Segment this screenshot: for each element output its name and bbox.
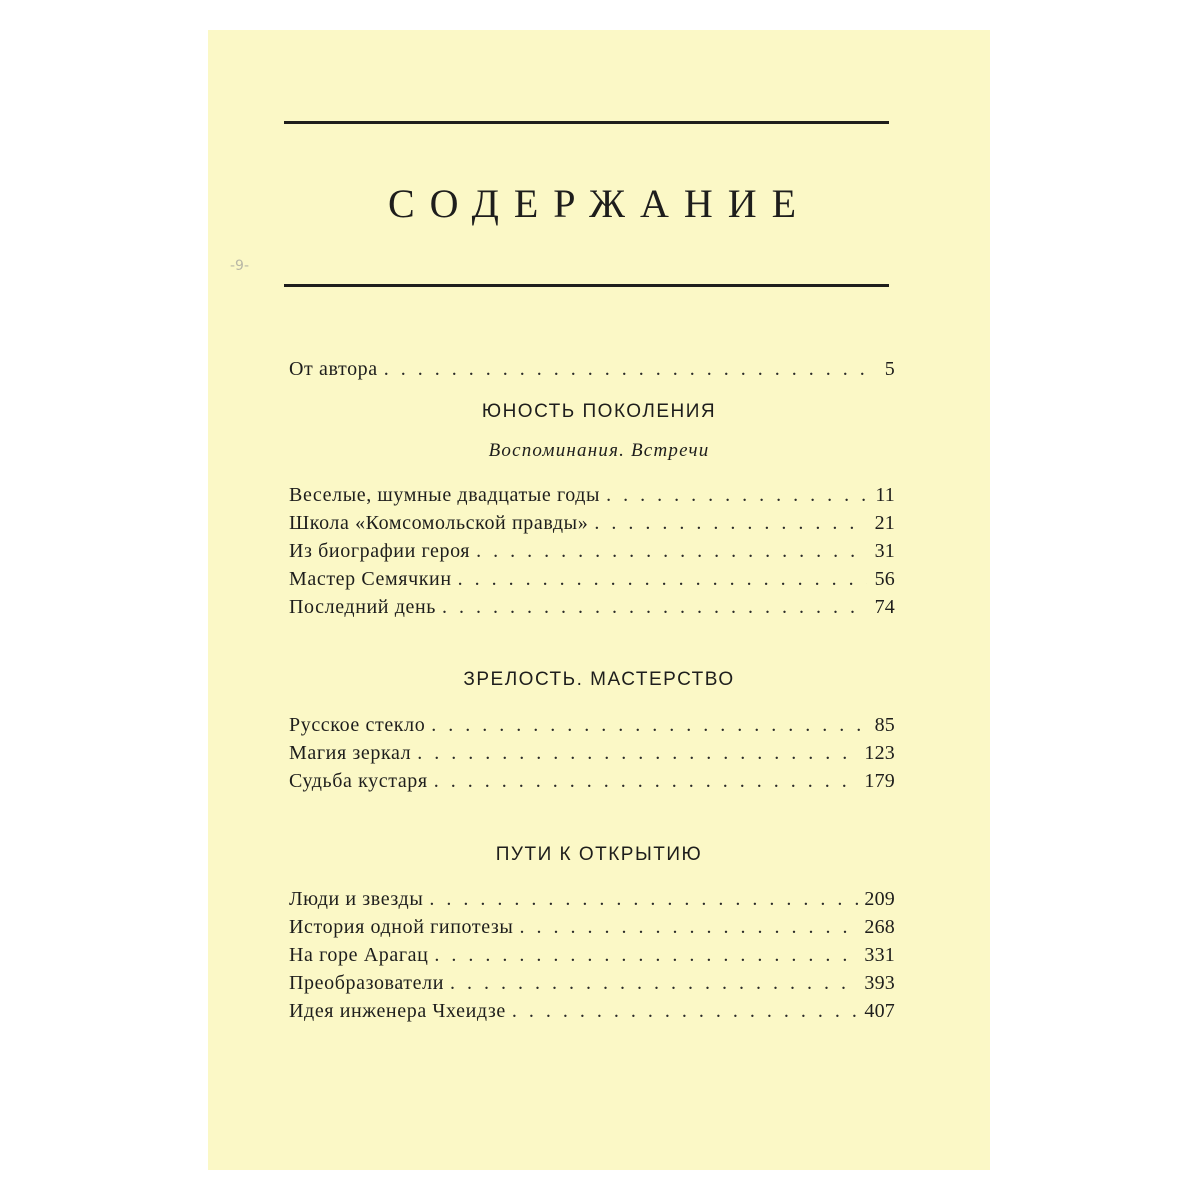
toc-entry-title: Мастер Семячкин [289, 568, 452, 590]
toc-entry-title: На горе Арагац [289, 944, 429, 966]
bottom-rule [284, 284, 889, 287]
margin-mark: -9- [230, 258, 250, 274]
toc-entry-page: 393 [864, 972, 895, 994]
toc-entry-page: 268 [864, 916, 895, 938]
leader-dots [431, 714, 867, 737]
toc-entry-page: 209 [864, 888, 895, 910]
toc-entry-title: История одной гипотезы [289, 916, 514, 938]
toc-entry-title: Преобразователи [289, 972, 444, 994]
leader-dots [458, 568, 867, 591]
toc-entry [289, 540, 895, 568]
section-heading: ЗРЕЛОСТЬ. МАСТЕРСТВО [463, 669, 735, 690]
toc-entry-page: 123 [864, 742, 895, 764]
toc-entry [289, 944, 895, 972]
toc-entry-page: 11 [875, 484, 895, 506]
toc-entry [289, 916, 895, 944]
section-subtitle: Воспоминания. Встречи [488, 440, 710, 461]
leader-dots [512, 1000, 859, 1023]
toc-entry-title: Последний день [289, 596, 436, 618]
toc-entry-title: Школа «Комсомольской правды» [289, 512, 589, 534]
toc-entry [289, 888, 895, 916]
toc-entry [289, 714, 895, 742]
leader-dots [594, 512, 867, 535]
toc-entry [289, 596, 895, 624]
leader-dots [434, 770, 859, 793]
toc-entry-title: Люди и звезды [289, 888, 424, 910]
toc-entry-page: 74 [874, 596, 895, 618]
leader-dots [450, 972, 858, 995]
leader-dots [417, 742, 858, 765]
section-heading: ПУТИ К ОТКРЫТИЮ [495, 844, 703, 865]
top-rule [284, 121, 889, 124]
toc-entry [289, 1000, 895, 1028]
toc-entry [289, 770, 895, 798]
section-heading: ЮНОСТЬ ПОКОЛЕНИЯ [481, 401, 717, 422]
toc-entry-page: 56 [874, 568, 895, 590]
leader-dots [429, 888, 858, 911]
toc-entry [289, 972, 895, 1000]
leader-dots [606, 484, 867, 507]
toc-entry-page: 407 [864, 1000, 895, 1022]
toc-entry-page: 331 [864, 944, 895, 966]
toc-entry-page: 85 [874, 714, 895, 736]
toc-entry-page: 21 [874, 512, 895, 534]
toc-entry [289, 484, 895, 512]
toc-entry-title: Магия зеркал [289, 742, 412, 764]
toc-entry-preface [289, 358, 895, 386]
toc-entry-title: Из биографии героя [289, 540, 471, 562]
toc-entry-title: Веселые, шумные двадцатые годы [289, 484, 601, 506]
leader-dots [476, 540, 867, 563]
page-title: СОДЕРЖАНИЕ [388, 181, 812, 226]
toc-entry [289, 568, 895, 596]
toc-entry-page: 31 [874, 540, 895, 562]
toc-entry-title: Русское стекло [289, 714, 426, 736]
toc-entry [289, 512, 895, 540]
toc-entry-title: Идея инженера Чхеидзе [289, 1000, 506, 1022]
toc-entry-page: 179 [864, 770, 895, 792]
leader-dots [434, 944, 858, 967]
book-page [208, 30, 990, 1170]
leader-dots [442, 596, 867, 619]
toc-entry-title: Судьба кустаря [289, 770, 428, 792]
toc-entry-title: От автора [289, 358, 378, 380]
toc-entry-page: 5 [884, 358, 895, 380]
leader-dots [384, 358, 867, 381]
leader-dots [519, 916, 858, 939]
toc-entry [289, 742, 895, 770]
